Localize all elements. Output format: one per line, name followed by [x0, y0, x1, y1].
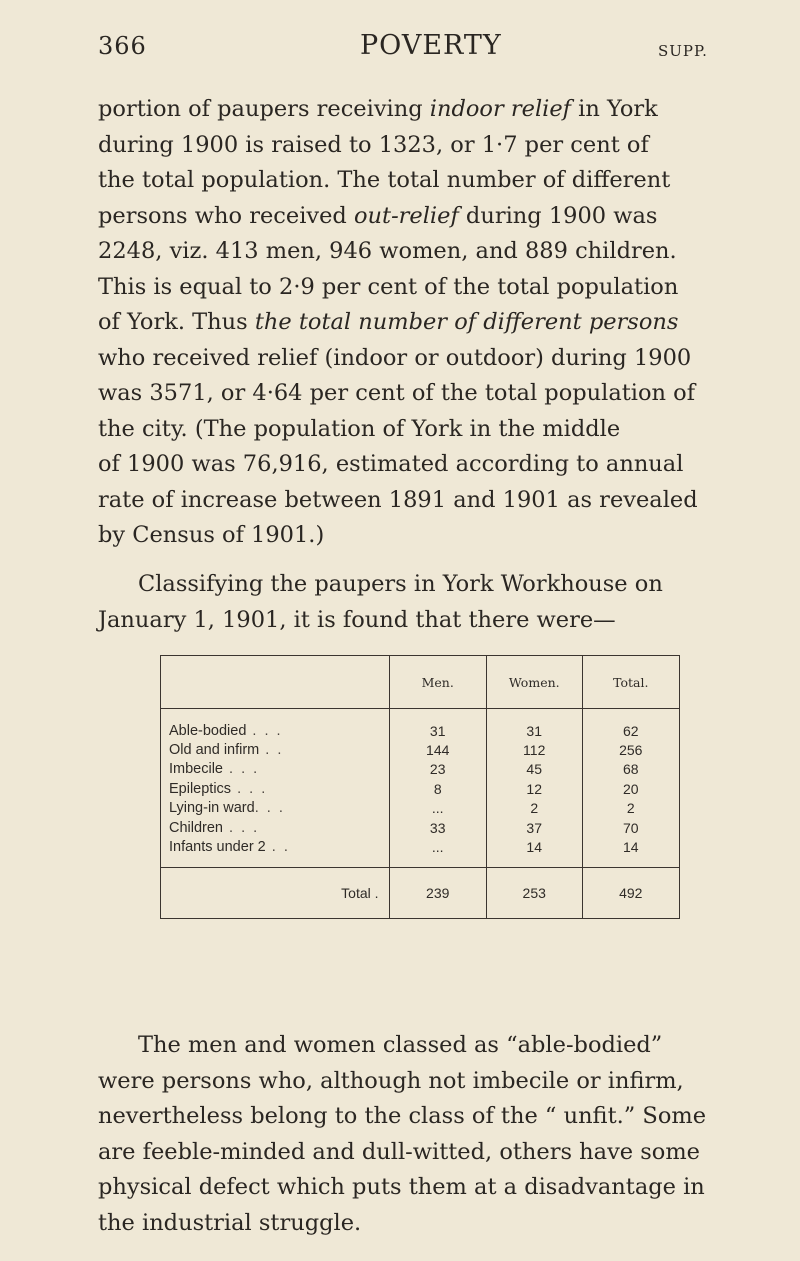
row-label-text: Lying-in ward: [169, 800, 255, 817]
text-line: [98, 234, 738, 270]
text-line: [98, 567, 738, 603]
cell-women: 31: [486, 709, 582, 741]
text-line: [98, 1028, 738, 1064]
header-total: Total.: [582, 656, 679, 709]
table-row: [161, 740, 680, 760]
table-row: [161, 799, 680, 819]
table-row: [161, 779, 680, 799]
text-line: [98, 1206, 738, 1242]
text-run: the industrial struggle.: [98, 1209, 362, 1236]
table-total-row: [161, 867, 680, 918]
page-header: [98, 28, 708, 68]
text-run: who received relief (indoor or outdoor) during 1900: [98, 344, 692, 371]
running-title: POVERTY: [360, 30, 502, 61]
cell-women: 37: [486, 818, 582, 838]
text-line: [98, 128, 738, 164]
text-run: rate of increase between 1891 and 1901 as revealed: [98, 486, 698, 513]
text-line: [98, 412, 738, 448]
dot-leaders: . . .: [223, 819, 260, 836]
page-number: 366: [98, 32, 147, 60]
text-run: are feeble-minded and dull-witted, others have some: [98, 1138, 700, 1165]
text-run: January 1, 1901, it is found that there were—: [98, 606, 616, 633]
text-run: was 3571, or 4·64 per cent of the total population of: [98, 380, 696, 406]
cell-men: 31: [389, 709, 486, 741]
row-label: [161, 740, 390, 760]
total-label: Total .: [161, 867, 390, 918]
workhouse-table: [160, 655, 680, 1000]
text-line: [98, 270, 738, 306]
paragraph-able-bodied: [98, 1028, 738, 1241]
text-line: [98, 1170, 738, 1206]
cell-total: 2: [582, 799, 679, 819]
text-run: This is equal to 2·9 per cent of the total population: [98, 273, 679, 300]
row-label-text: Imbecile: [169, 761, 223, 778]
dot-leaders: . . .: [231, 780, 268, 797]
header-men: Men.: [389, 656, 486, 709]
table-body: [161, 709, 680, 868]
header-blank: [161, 656, 390, 709]
text-line: [98, 603, 738, 639]
dot-leaders: . . .: [254, 800, 285, 817]
text-line: [98, 163, 738, 199]
text-line: [98, 341, 738, 377]
text-run: the total population. The total number of different: [98, 167, 671, 193]
text-run: portion of paupers receiving: [98, 96, 430, 122]
cell-men: 33: [389, 818, 486, 838]
dot-leaders: . .: [265, 838, 290, 855]
text-run: of York. Thus: [98, 309, 255, 335]
text-run: during 1900 was: [458, 202, 658, 229]
cell-men: 23: [389, 760, 486, 780]
cell-women: 2: [486, 799, 582, 819]
table-row: [161, 709, 680, 741]
text-run: in York: [570, 96, 658, 122]
text-line: [98, 1135, 738, 1171]
text-run: during 1900 is raised to 1323, or 1·7 per cent of: [98, 131, 649, 158]
text-run: were persons who, although not imbecile or infirm,: [98, 1067, 684, 1094]
text-run: persons who received: [98, 202, 354, 229]
text-line: [98, 518, 738, 554]
cell-total: 14: [582, 838, 679, 868]
dot-leaders: . .: [259, 741, 284, 758]
text-line: [98, 483, 738, 519]
cell-women: 45: [486, 760, 582, 780]
cell-women: 112: [486, 740, 582, 760]
text-line: [98, 305, 738, 341]
text-line: [98, 92, 738, 128]
italic-phrase: out-relief: [353, 202, 459, 229]
cell-total: 20: [582, 779, 679, 799]
row-label: [161, 838, 390, 868]
text-run: physical defect which puts them at a disadvantage in: [98, 1174, 705, 1200]
text-line: [98, 447, 738, 483]
cell-men: ...: [389, 799, 486, 819]
header-women: Women.: [486, 656, 582, 709]
italic-phrase: the total number of different persons: [254, 309, 679, 335]
text-run: The men and women classed as “able-bodied”: [138, 1032, 663, 1058]
table-row: [161, 760, 680, 780]
dot-leaders: . . .: [223, 761, 260, 778]
paragraph-relief-statistics: [98, 92, 738, 554]
paragraph-workhouse-intro: [98, 567, 738, 638]
text-run: Classifying the paupers in York Workhouse on: [138, 571, 663, 597]
text-line: [98, 376, 738, 412]
row-label-text: Able-bodied: [169, 723, 247, 739]
cell-men: 8: [389, 779, 486, 799]
total-total: 492: [582, 867, 679, 918]
cell-women: 14: [486, 838, 582, 868]
row-label-text: Epileptics: [169, 780, 232, 797]
row-label-text: Children: [169, 819, 223, 836]
text-run: the city. (The population of York in the middle: [98, 415, 621, 442]
text-run: nevertheless belong to the class of the “ unfit.” Some: [98, 1103, 707, 1129]
text-line: [98, 1064, 738, 1100]
cell-total: 70: [582, 818, 679, 838]
dot-leaders: . . .: [246, 723, 283, 739]
total-men: 239: [389, 867, 486, 918]
text-run: 2248, viz. 413 men, 946 women, and 889 children.: [98, 238, 677, 264]
table-row: [161, 818, 680, 838]
text-run: by Census of 1901.): [98, 522, 325, 548]
row-label: [161, 709, 390, 741]
text-line: [98, 1099, 738, 1135]
cell-men: ...: [389, 838, 486, 868]
row-label-text: Old and infirm: [169, 741, 260, 758]
text-line: [98, 199, 738, 235]
table-row: [161, 838, 680, 868]
italic-phrase: indoor relief: [429, 96, 571, 122]
row-label-text: Infants under 2: [169, 838, 266, 855]
row-label: [161, 779, 390, 799]
section-mark: SUPP.: [658, 42, 708, 60]
cell-women: 12: [486, 779, 582, 799]
row-label: [161, 799, 390, 819]
row-label: [161, 760, 390, 780]
row-label: [161, 818, 390, 838]
text-run: of 1900 was 76,916, estimated according to annual: [98, 451, 684, 477]
total-women: 253: [486, 867, 582, 918]
cell-total: 68: [582, 760, 679, 780]
cell-total: 62: [582, 709, 679, 741]
cell-men: 144: [389, 740, 486, 760]
cell-total: 256: [582, 740, 679, 760]
table-header-row: [161, 656, 680, 709]
